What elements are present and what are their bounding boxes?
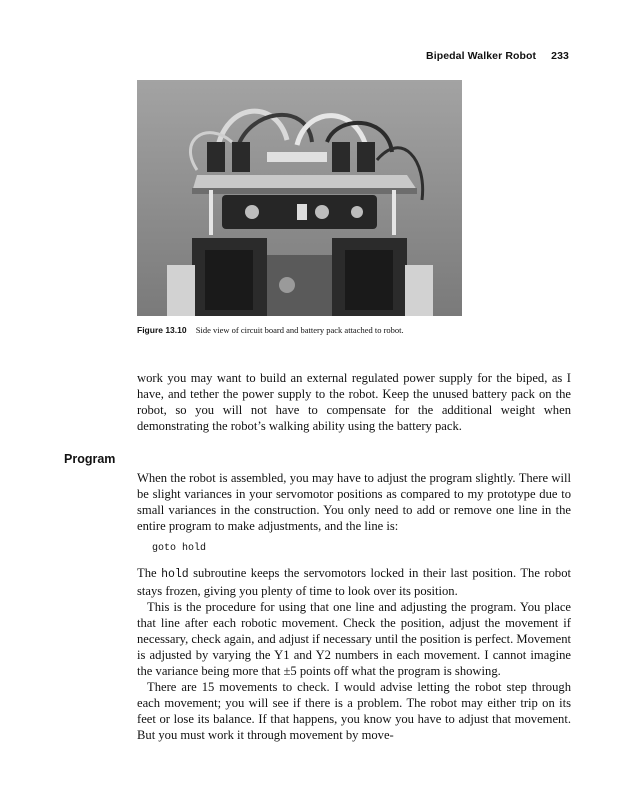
paragraph-3-before: The bbox=[137, 566, 162, 580]
paragraph-3 bbox=[137, 565, 571, 599]
paragraph-1-text: work you may want to build an external regulated power supply for the biped, as I have, and tether the power supply to the robot. Keep the unused battery pack on the robot, so you will not have to compensate for the additional weight when demonstrating the robot’s walking ability using the battery pack. bbox=[137, 371, 571, 433]
robot-photo-illustration bbox=[137, 80, 462, 316]
paragraph-3-after: subroutine keeps the servomotors locked in their last position. The robot stays frozen, giving you plenty of time to look over its position. bbox=[137, 566, 571, 598]
section-heading: Program bbox=[64, 452, 116, 466]
chapter-title: Bipedal Walker Robot bbox=[426, 50, 537, 62]
paragraph-2 bbox=[137, 470, 571, 534]
page-number: 233 bbox=[551, 50, 569, 62]
figure-label: Figure 13.10 bbox=[137, 325, 187, 335]
paragraph-2-text: When the robot is assembled, you may have to adjust the program slightly. There will be slight variances in your servomotor positions as compared to my prototype due to small variances in the construction. You only need to add or remove one line in the entire program to make adjustments, and the line is: bbox=[137, 471, 571, 533]
figure-caption bbox=[137, 325, 557, 335]
paragraphs-3-5 bbox=[137, 565, 571, 743]
code-line: goto hold bbox=[152, 543, 207, 554]
running-head bbox=[426, 50, 569, 62]
paragraph-4: This is the procedure for using that one line and adjusting the program. You place that line after each robotic movement. Check the position, adjust the movement if necessary, check again, and adjust if necessary until the position is perfect. Movement is adjusted by varying the Y1 and Y2 numbers in each movement. I cannot imagine the variance being more that ±5 points off what the program is showing. bbox=[137, 600, 571, 678]
paragraph-5: There are 15 movements to check. I would advise letting the robot step through each movement; you will see if there is a problem. The robot may either trip on its feet or lose its balance. If that happens, you know you have to adjust that movement. But you must work it through movement by move- bbox=[137, 680, 571, 742]
figure-caption-text: Side view of circuit board and battery pack attached to robot. bbox=[195, 325, 404, 335]
inline-code-hold: hold bbox=[161, 568, 189, 581]
robot-photo bbox=[137, 80, 462, 316]
paragraph-1 bbox=[137, 370, 571, 434]
